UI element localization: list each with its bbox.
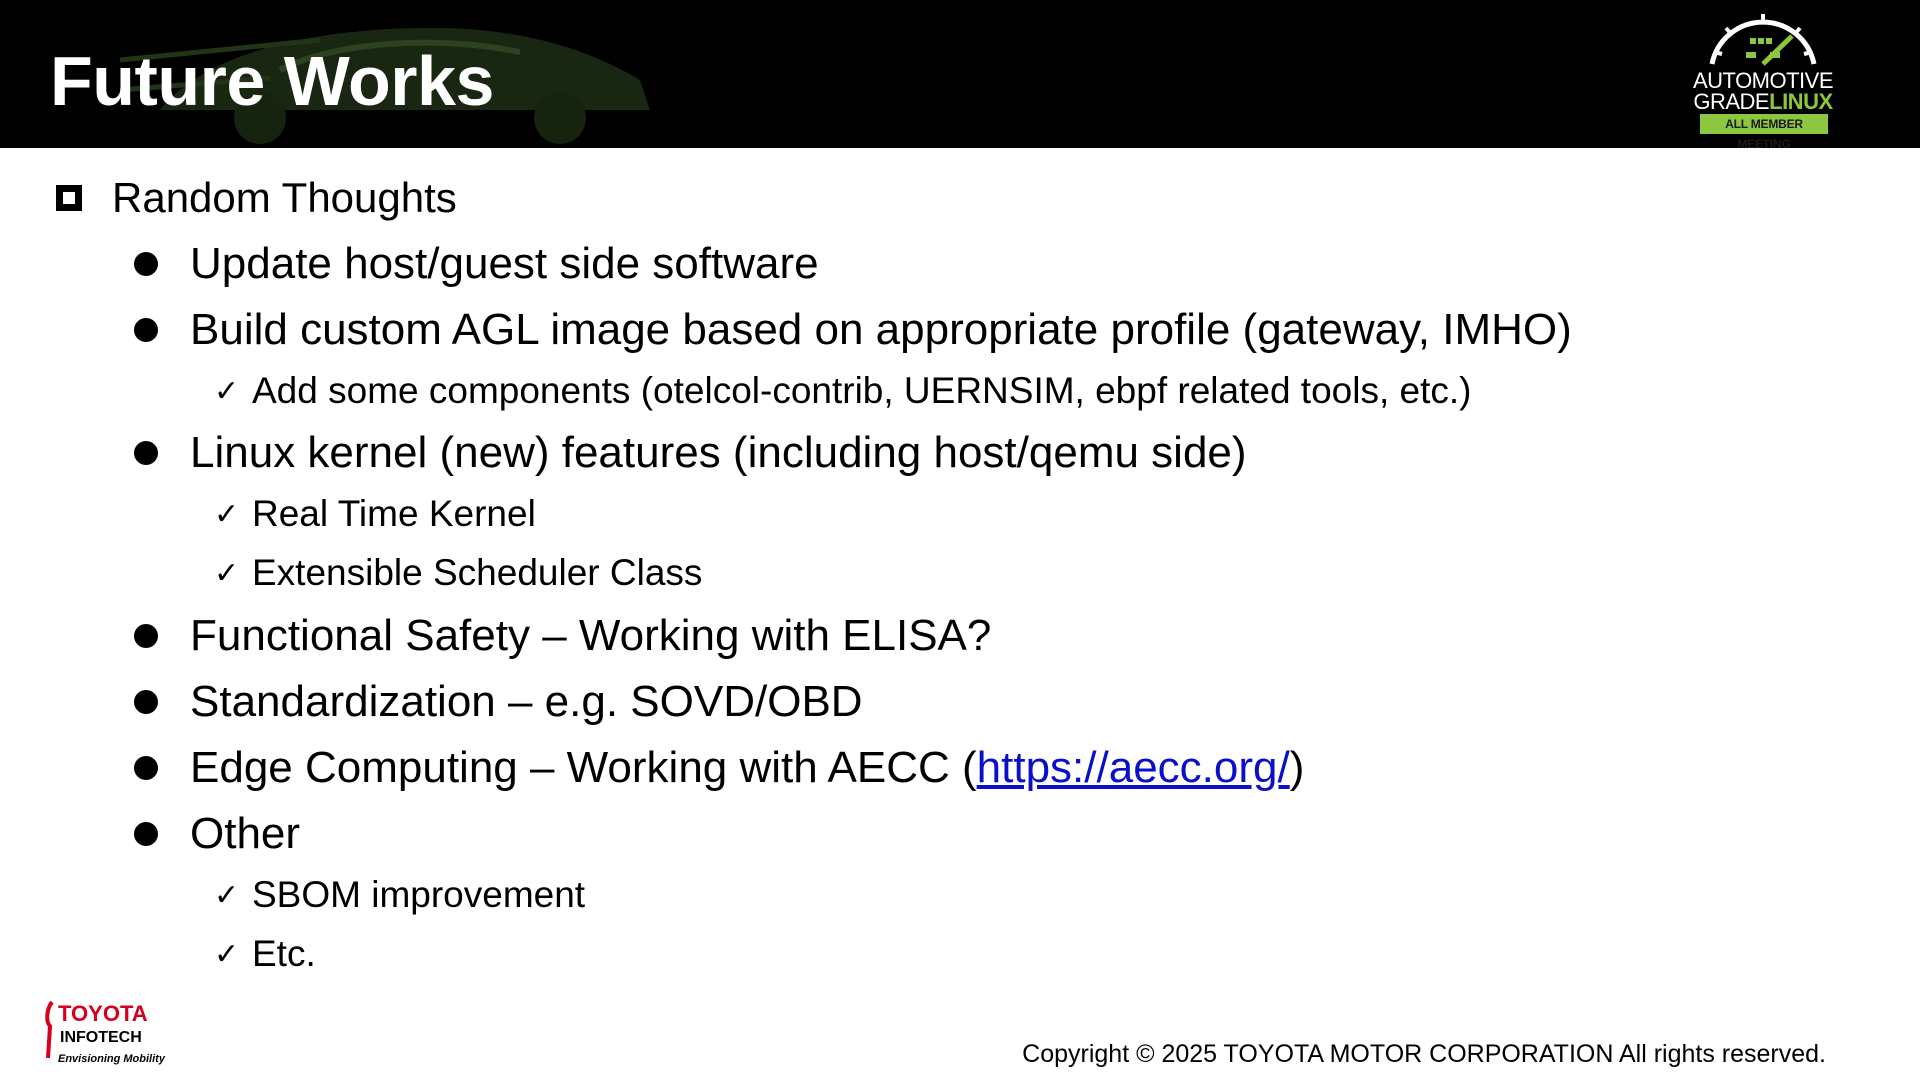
list-item	[134, 236, 819, 292]
list-item-text: Build custom AGL image based on appropriate profile (gateway, IMHO)	[190, 305, 1572, 354]
list-item	[134, 674, 863, 730]
list-item-text-suffix: )	[1289, 743, 1305, 792]
sub-list-item	[214, 550, 702, 596]
checkmark-icon: ✓	[214, 374, 240, 408]
header-bar	[0, 0, 1920, 148]
copyright-text: Copyright © 2025 TOYOTA MOTOR CORPORATION All rights reserved.	[1022, 1040, 1826, 1068]
agl-logo	[1690, 8, 1836, 148]
list-item-text: Other	[190, 809, 301, 858]
list-item	[134, 302, 1572, 358]
checkmark-icon: ✓	[214, 556, 240, 590]
list-item-text: Update host/guest side software	[190, 239, 819, 288]
checkmark-icon: ✓	[214, 497, 240, 531]
sub-list-item	[214, 368, 1471, 414]
speedometer-icon	[1690, 8, 1836, 70]
toyota-infotech-logo	[44, 996, 174, 1070]
list-item-text	[190, 743, 1304, 793]
heading-text: Random Thoughts	[112, 174, 457, 221]
sub-list-item-text: SBOM improvement	[252, 874, 586, 915]
round-bullet-icon	[134, 624, 158, 648]
sub-list-item-text: Add some components (otelcol-contrib, UERNSIM, ebpf related tools, etc.)	[252, 370, 1472, 411]
list-item-text-prefix: Edge Computing – Working with AECC (	[190, 743, 977, 792]
sub-list-item-text: Etc.	[252, 933, 316, 974]
logo-toyota-text: TOYOTA	[58, 1001, 148, 1026]
list-item	[134, 608, 991, 664]
sub-list-item	[214, 872, 585, 918]
round-bullet-icon	[134, 252, 158, 276]
sub-list-item-text: Extensible Scheduler Class	[252, 552, 703, 593]
heading-random-thoughts	[56, 170, 457, 226]
agl-logo-badge: ALL MEMBER MEETING	[1700, 114, 1828, 134]
list-item-text: Functional Safety – Working with ELISA?	[190, 611, 992, 660]
aecc-link[interactable]: https://aecc.org/	[976, 743, 1290, 792]
list-item-text: Linux kernel (new) features (including host/qemu side)	[190, 428, 1247, 477]
checkmark-icon: ✓	[214, 937, 240, 971]
logo-tagline-text: Envisioning Mobility	[58, 1053, 165, 1065]
agl-logo-linux: LINUX	[1769, 89, 1833, 114]
sub-list-item	[214, 491, 536, 537]
agl-logo-line2	[1690, 91, 1836, 113]
slide-title: Future Works	[50, 42, 494, 120]
agl-logo-line1: AUTOMOTIVE	[1692, 68, 1834, 93]
agl-logo-grade: GRADE	[1693, 89, 1770, 114]
round-bullet-icon	[134, 756, 158, 780]
round-bullet-icon	[134, 441, 158, 465]
list-item-text: Standardization – e.g. SOVD/OBD	[190, 677, 863, 726]
list-item	[134, 806, 300, 862]
list-item	[134, 740, 1304, 796]
round-bullet-icon	[134, 690, 158, 714]
sub-list-item	[214, 931, 316, 977]
logo-infotech-text: INFOTECH	[60, 1029, 142, 1046]
checkmark-icon: ✓	[214, 878, 240, 912]
square-bullet-icon	[56, 185, 82, 211]
sub-list-item-text: Real Time Kernel	[252, 493, 536, 534]
round-bullet-icon	[134, 822, 158, 846]
round-bullet-icon	[134, 318, 158, 342]
list-item	[134, 425, 1247, 481]
